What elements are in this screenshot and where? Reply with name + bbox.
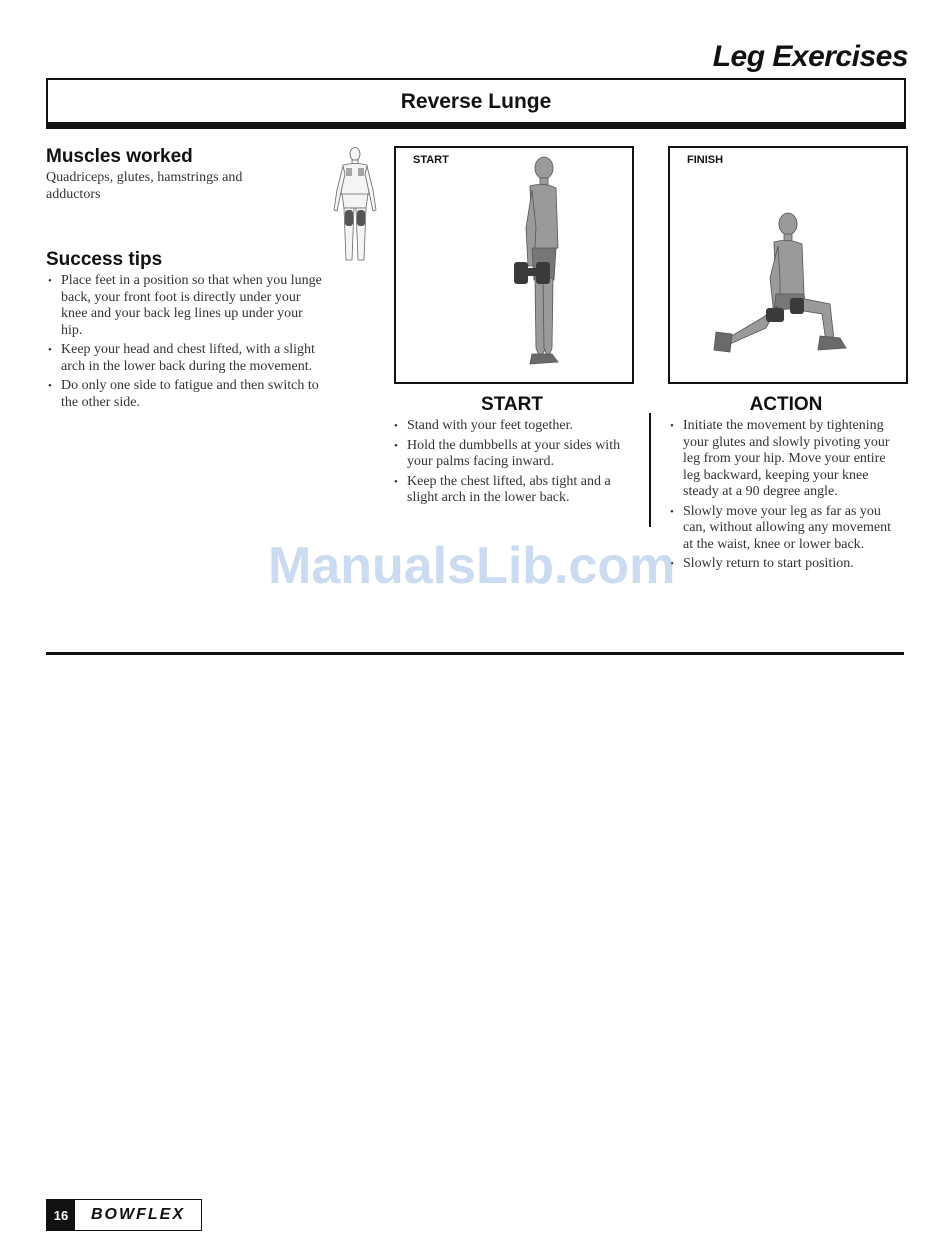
left-column: [46, 146, 326, 414]
start-photo-label: START: [413, 154, 449, 166]
watermark-text: ManualsLib.com: [268, 537, 676, 595]
brand-logo: BOWFLEX: [91, 1206, 185, 1223]
action-step-item: • Slowly return to start position.: [668, 556, 904, 573]
start-steps-list: [392, 418, 638, 510]
muscle-diagram-figure: [324, 146, 386, 268]
tip-item: • Do only one side to fatigue and then switch to the other side.: [46, 378, 326, 411]
action-step-item: • Slowly move your leg as far as you can, without allowing any movement at the waist, knee or lower back.: [668, 504, 904, 554]
start-step-item: • Stand with your feet together.: [392, 418, 638, 435]
start-step-item: • Hold the dumbbells at your sides with your palms facing inward.: [392, 438, 638, 471]
standing-figure-illustration: [396, 148, 632, 382]
muscles-text: Quadriceps, glutes, hamstrings and adductors: [46, 170, 243, 202]
title-underline-bar: [46, 122, 906, 129]
start-heading: START: [481, 394, 543, 415]
page-footer: [46, 1199, 202, 1231]
muscles-heading: Muscles worked: [46, 146, 193, 167]
exercise-title-box: [46, 78, 906, 124]
start-photo-frame: [394, 146, 634, 384]
lunge-figure-illustration: [670, 148, 906, 382]
page-number: 16: [47, 1200, 75, 1230]
tips-list: [46, 273, 326, 411]
tip-item: • Keep your head and chest lifted, with a slight arch in the lower back during the movement.: [46, 342, 326, 375]
action-steps-list: [668, 418, 904, 576]
finish-photo-frame: [668, 146, 908, 384]
action-step-item: • Initiate the movement by tightening your glutes and slowly pivoting your leg from your hip. Move your entire leg backward, keeping your knee steady at a 90 degree angle.: [668, 418, 904, 501]
start-step-item: • Keep the chest lifted, abs tight and a slight arch in the lower back.: [392, 474, 638, 507]
tip-item: • Place feet in a position so that when you lunge back, your front foot is directly under your knee and your back leg lines up under your hip.: [46, 273, 326, 339]
action-heading: ACTION: [749, 394, 823, 415]
finish-photo-label: FINISH: [687, 154, 724, 166]
exercise-title: Reverse Lunge: [400, 90, 552, 113]
section-title: Leg Exercises: [712, 40, 908, 73]
tips-heading: Success tips: [46, 249, 163, 270]
bottom-rule: [46, 652, 904, 655]
column-divider: [649, 413, 651, 527]
